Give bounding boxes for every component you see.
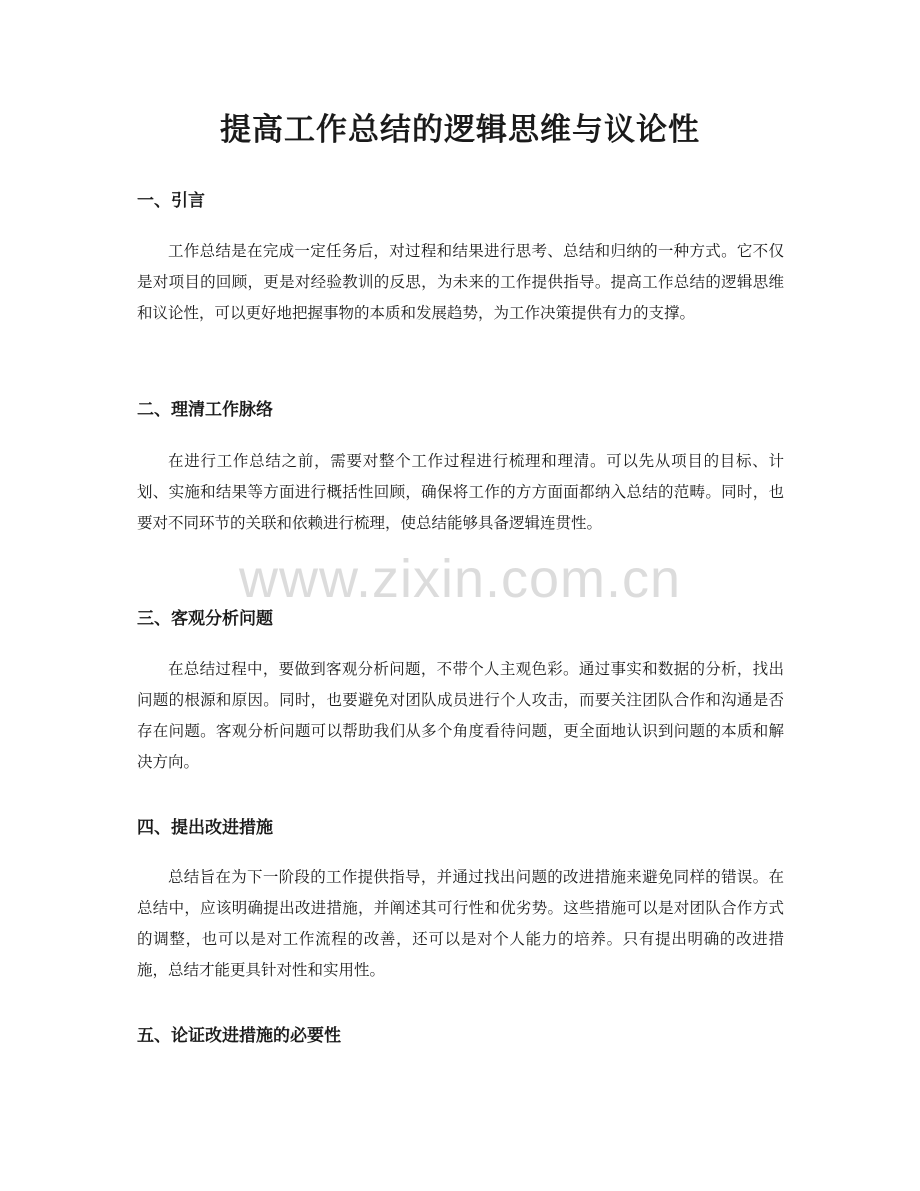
watermark-text: www.zixin.com.cn [238, 549, 682, 609]
section-heading-analysis: 三、客观分析问题 [137, 609, 273, 629]
section-heading-improvements: 四、提出改进措施 [137, 818, 273, 838]
section-body-analysis: 在总结过程中，要做到客观分析问题，不带个人主观色彩。通过事实和数据的分析，找出问题的根源和原因。同时，也要避免对团队成员进行个人攻击，而要关注团队合作和沟通是否存在问题。客观分析问题可以帮助我们从多个角度看待问题，更全面地认识到问题的本质和解决方向。 [137, 660, 784, 771]
section-body-workflow: 在进行工作总结之前，需要对整个工作过程进行梳理和理清。可以先从项目的目标、计划、实施和结果等方面进行概括性回顾，确保将工作的方方面面都纳入总结的范畴。同时，也要对不同环节的关联和依赖进行梳理，使总结能够具备逻辑连贯性。 [137, 452, 784, 532]
section-heading-necessity: 五、论证改进措施的必要性 [137, 1026, 341, 1046]
section-heading-intro: 一、引言 [137, 191, 205, 211]
section-heading-workflow: 二、理清工作脉络 [137, 400, 273, 420]
section-body-improvements: 总结旨在为下一阶段的工作提供指导，并通过找出问题的改进措施来避免同样的错误。在总结中，应该明确提出改进措施，并阐述其可行性和优劣势。这些措施可以是对团队合作方式的调整，也可以是对工作流程的改善，还可以是对个人能力的培养。只有提出明确的改进措施，总结才能更具针对性和实用性。 [137, 868, 784, 979]
section-body-intro: 工作总结是在完成一定任务后，对过程和结果进行思考、总结和归纳的一种方式。它不仅是对项目的回顾，更是对经验教训的反思，为未来的工作提供指导。提高工作总结的逻辑思维和议论性，可以更好地把握事物的本质和发展趋势，为工作决策提供有力的支撑。 [137, 242, 784, 322]
page-title: 提高工作总结的逻辑思维与议论性 [220, 112, 700, 148]
